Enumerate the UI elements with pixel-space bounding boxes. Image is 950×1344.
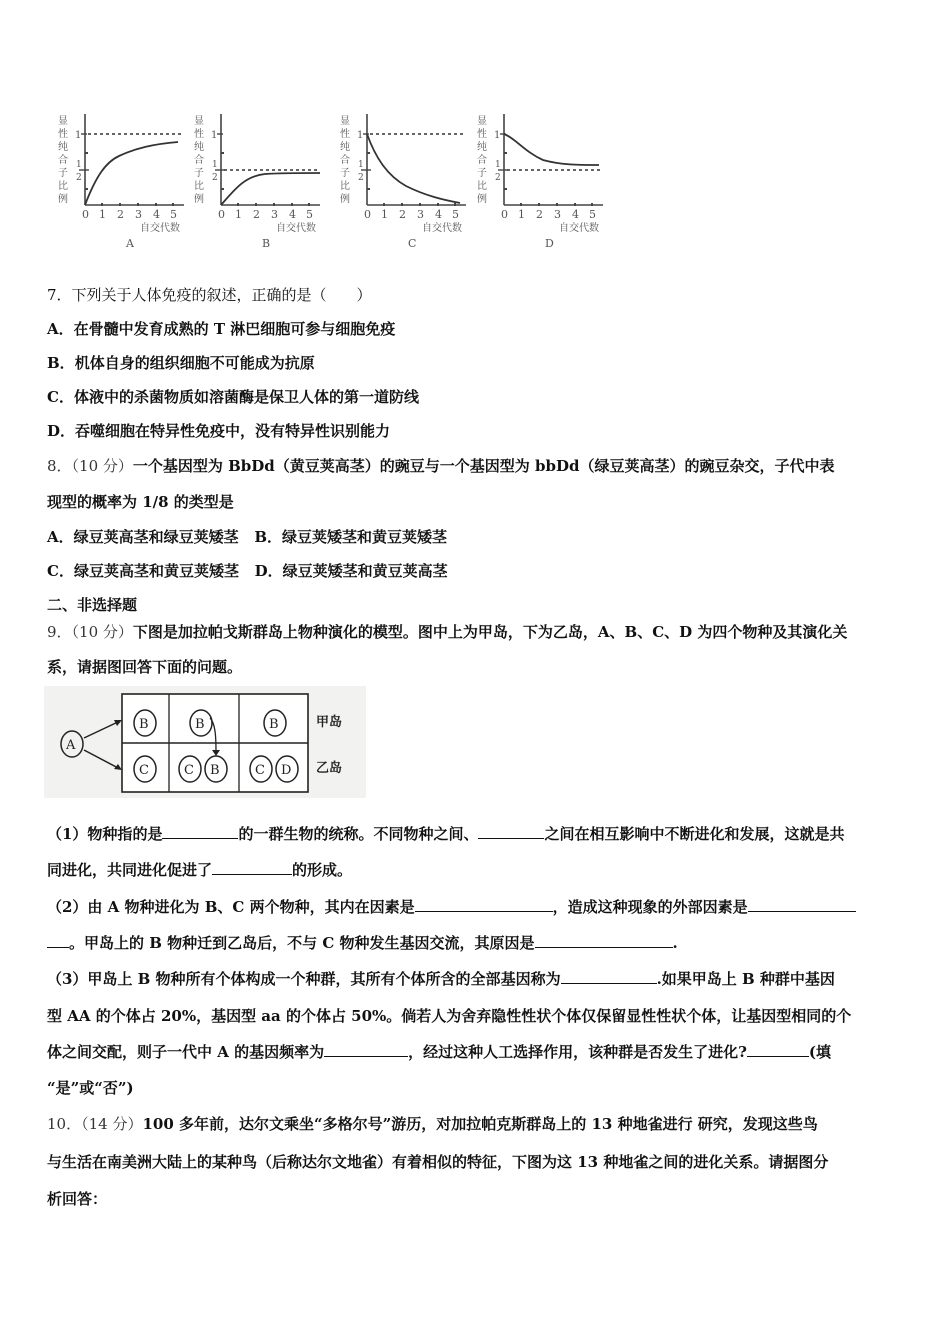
option-text: 绿豆荚高茎和黄豆荚矮茎 [73, 562, 239, 580]
q9-stem-line2: 系，请据图回答下面的问题。 [47, 658, 243, 676]
q7-option-a [47, 319, 395, 339]
option-key: B． [47, 354, 75, 372]
q10-line3: 析回答： [47, 1190, 108, 1208]
answer-blank[interactable] [535, 933, 673, 948]
q8-stem-line1 [47, 456, 835, 476]
q9-part3-line2: 型 AA 的个体占 20%，基因型 aa 的个体占 50%。倘若人为舍弃隐性性状个体仅保留显性性状个体，让基因型相同的个 [47, 1007, 852, 1025]
q10-line2: 与生活在南美洲大陆上的某种鸟（后称达尔文地雀）有着相似的特征，下图为这 13 种地雀之间的进化关系。请据图分 [47, 1153, 829, 1171]
option-key: D． [254, 562, 283, 580]
option-text: 绿豆荚矮茎和黄豆荚高茎 [282, 562, 448, 580]
svg-text:B: B [210, 763, 220, 778]
q9-part2-line2 [47, 933, 678, 953]
svg-text:A: A [126, 237, 134, 250]
species-evolution-diagram [44, 686, 366, 798]
answer-blank[interactable] [212, 860, 292, 875]
text: 的形成。 [292, 861, 353, 879]
question-number: 10．（14 分） [47, 1115, 143, 1133]
q9-part1-line1 [47, 824, 844, 844]
option-text: 绿豆荚矮茎和黄豆荚矮茎 [282, 528, 448, 546]
q8-options-cd [47, 561, 448, 581]
option-text: 机体自身的组织细胞不可能成为抗原 [74, 354, 315, 372]
svg-text:C: C [139, 763, 149, 778]
text: ，经过这种人工选择作用，该种群是否发生了进化? [408, 1043, 747, 1061]
option-key: C． [47, 562, 74, 580]
answer-blank[interactable] [561, 969, 657, 984]
q9-part2-line1 [47, 897, 856, 917]
answer-blank[interactable] [748, 897, 856, 912]
self-cross-graphs-figure [44, 104, 616, 250]
question-number: 9．（10 分） [47, 623, 133, 641]
answer-blank[interactable] [324, 1042, 408, 1057]
q9-part3-line3 [47, 1042, 831, 1062]
q10-line1 [47, 1114, 818, 1134]
island-yi-label: 乙岛 [316, 761, 343, 776]
answer-blank[interactable] [47, 933, 69, 948]
text: (填 [808, 1043, 831, 1061]
option-text: 在骨髓中发育成熟的 T 淋巴细胞可参与细胞免疫 [73, 320, 396, 338]
q9-part1-line2 [47, 860, 352, 880]
species-a-node [61, 731, 83, 757]
option-text: 体液中的杀菌物质如溶菌酶是保卫人体的第一道防线 [73, 388, 419, 406]
svg-text:C: C [184, 763, 194, 778]
graph-panel-c [340, 114, 466, 250]
answer-blank[interactable] [478, 824, 544, 839]
option-key: A． [47, 528, 74, 546]
text: 同进化，共同进化促进了 [47, 861, 213, 879]
text: 的一群生物的统称。不同物种之间、 [238, 825, 479, 843]
text: 之间在相互影响中不断进化和发展，这就是共 [544, 825, 845, 843]
text: 。甲岛上的 B 物种迁到乙岛后，不与 C 物种发生基因交流，其原因是 [69, 934, 535, 952]
answer-blank[interactable] [747, 1042, 809, 1057]
stem-text: 一个基因型为 BbDd（黄豆荚高茎）的豌豆与一个基因型为 bbDd（绿豆荚高茎）的豌豆杂交，子代中表 [132, 457, 835, 475]
q9-stem-line1 [47, 622, 847, 642]
text: 体之间交配，则子一代中 A 的基因频率为 [47, 1043, 325, 1061]
text: （1）物种指的是 [47, 825, 163, 843]
q7-option-d [47, 421, 390, 441]
section-title: 二、非选择题 [47, 596, 138, 614]
stem-text: 下图是加拉帕戈斯群岛上物种演化的模型。图中上为甲岛，下为乙岛，A、B、C、D 为四个物种及其演化关 [132, 623, 848, 641]
answer-blank[interactable] [415, 897, 553, 912]
q7-option-c [47, 387, 419, 407]
option-key: B． [254, 528, 283, 546]
svg-text:C: C [255, 763, 265, 778]
graph-panel-d [477, 114, 603, 250]
graph-panel-b [194, 114, 320, 250]
svg-text:C: C [408, 237, 417, 250]
option-key: C． [47, 388, 74, 406]
text: .如果甲岛上 B 种群中基因 [656, 970, 835, 988]
q8-stem-line2: 现型的概率为 1/8 的类型是 [47, 493, 234, 511]
text: （2）由 A 物种进化为 B、C 两个物种，其内在因素是 [47, 898, 415, 916]
svg-text:D: D [281, 763, 292, 778]
answer-blank[interactable] [162, 824, 238, 839]
option-key: A． [47, 320, 74, 338]
svg-text:B: B [139, 717, 149, 732]
svg-text:D: D [545, 237, 554, 250]
svg-text:B: B [195, 717, 205, 732]
svg-text:B: B [269, 717, 279, 732]
text: （3）甲岛上 B 物种所有个体构成一个种群，其所有个体所含的全部基因称为 [47, 970, 561, 988]
option-text: 绿豆荚高茎和绿豆荚矮茎 [73, 528, 239, 546]
svg-text:A: A [66, 738, 76, 753]
graphs-svg [44, 104, 616, 250]
svg-text:B: B [262, 237, 271, 250]
text: . [672, 934, 678, 952]
graph-panel-a [58, 114, 184, 250]
q9-part3-line1 [47, 969, 835, 989]
evolution-svg [44, 686, 366, 798]
q9-part3-line4: “是”或“否”) [47, 1079, 134, 1097]
text: ，造成这种现象的外部因素是 [552, 898, 748, 916]
option-text: 吞噬细胞在特异性免疫中，没有特异性识别能力 [75, 422, 391, 440]
island-jia-label: 甲岛 [316, 715, 343, 730]
q8-options-ab [47, 527, 447, 547]
q7-stem: 7．下列关于人体免疫的叙述，正确的是（ ） [47, 286, 372, 304]
stem-text: 100 多年前，达尔文乘坐“多格尔号”游历，对加拉帕克斯群岛上的 13 种地雀进行 研究，发现这些鸟 [142, 1115, 818, 1133]
q7-option-b [47, 353, 315, 373]
option-key: D． [47, 422, 76, 440]
question-number: 8．（10 分） [47, 457, 133, 475]
